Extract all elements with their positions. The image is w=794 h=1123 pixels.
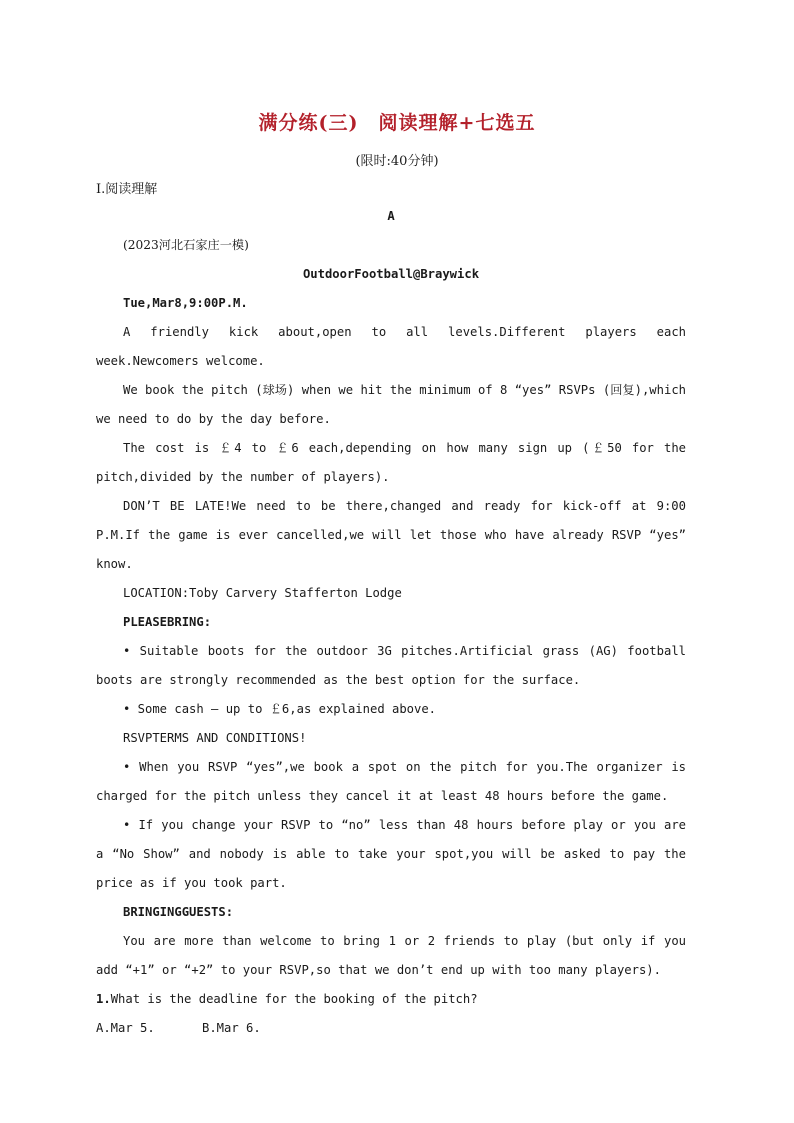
question-stem: What is the deadline for the booking of the pitch? <box>110 992 478 1006</box>
paragraph-intro: A friendly kick about,open to all levels.Different players each week.Newcomers welcome. <box>96 325 686 368</box>
option-b[interactable]: B.Mar 6. <box>202 1021 261 1035</box>
question-number: 1. <box>96 992 111 1006</box>
guests-paragraph: You are more than welcome to bring 1 or 2 friends to play (but only if you add “+1” or “+2” to your RSVP,so that we don’t end up with too many players). <box>96 934 686 977</box>
section-heading: Ⅰ.阅读理解 <box>96 182 158 197</box>
paragraph-cost: The cost is ￡4 to ￡6 each,depending on how many sign up (￡50 for the pitch,divided by the number of players). <box>96 441 686 484</box>
rsvp-item-no: • If you change your RSVP to “no” less than 48 hours before play or you are a “No Show” and nobody is able to take your spot,you will be asked to pay the price as if you took part. <box>96 818 686 890</box>
question-options <box>96 1014 686 1043</box>
passage-source: (2023河北石家庄一模) <box>123 238 249 252</box>
time-limit: (限时:40分钟) <box>355 154 439 169</box>
rsvp-item-yes: • When you RSVP “yes”,we book a spot on the pitch for you.The organizer is charged for the pitch unless they cancel it at least 48 hours before the game. <box>96 760 686 803</box>
passage-body <box>96 202 686 1043</box>
passage-label: A <box>387 209 395 223</box>
page-title: 满分练(三) 阅读理解+七选五 <box>258 112 536 134</box>
event-time: Tue,Mar8,9:00P.M. <box>123 296 248 310</box>
please-bring-heading: PLEASEBRING: <box>123 615 212 629</box>
guests-heading: BRINGINGGUESTS: <box>123 905 234 919</box>
rsvp-terms-heading: RSVPTERMS AND CONDITIONS! <box>123 731 307 745</box>
bring-item-boots: • Suitable boots for the outdoor 3G pitches.Artificial grass (AG) football boots are strongly recommended as the best option for the surface. <box>96 644 686 687</box>
location-line: LOCATION:Toby Carvery Stafferton Lodge <box>123 586 402 600</box>
paragraph-late: DON’T BE LATE!We need to be there,changed and ready for kick-off at 9:00 P.M.If the game is ever cancelled,we will let those who have already RSVP “yes” know. <box>96 499 686 571</box>
bring-item-cash: • Some cash — up to ￡6,as explained above. <box>123 702 437 716</box>
option-a[interactable]: A.Mar 5. <box>96 1021 155 1035</box>
question-1 <box>96 985 686 1014</box>
paragraph-booking: We book the pitch (球场) when we hit the minimum of 8 “yes” RSVPs (回复),which we need to do by the day before. <box>96 383 686 426</box>
event-title: OutdoorFootball@Braywick <box>302 267 480 281</box>
